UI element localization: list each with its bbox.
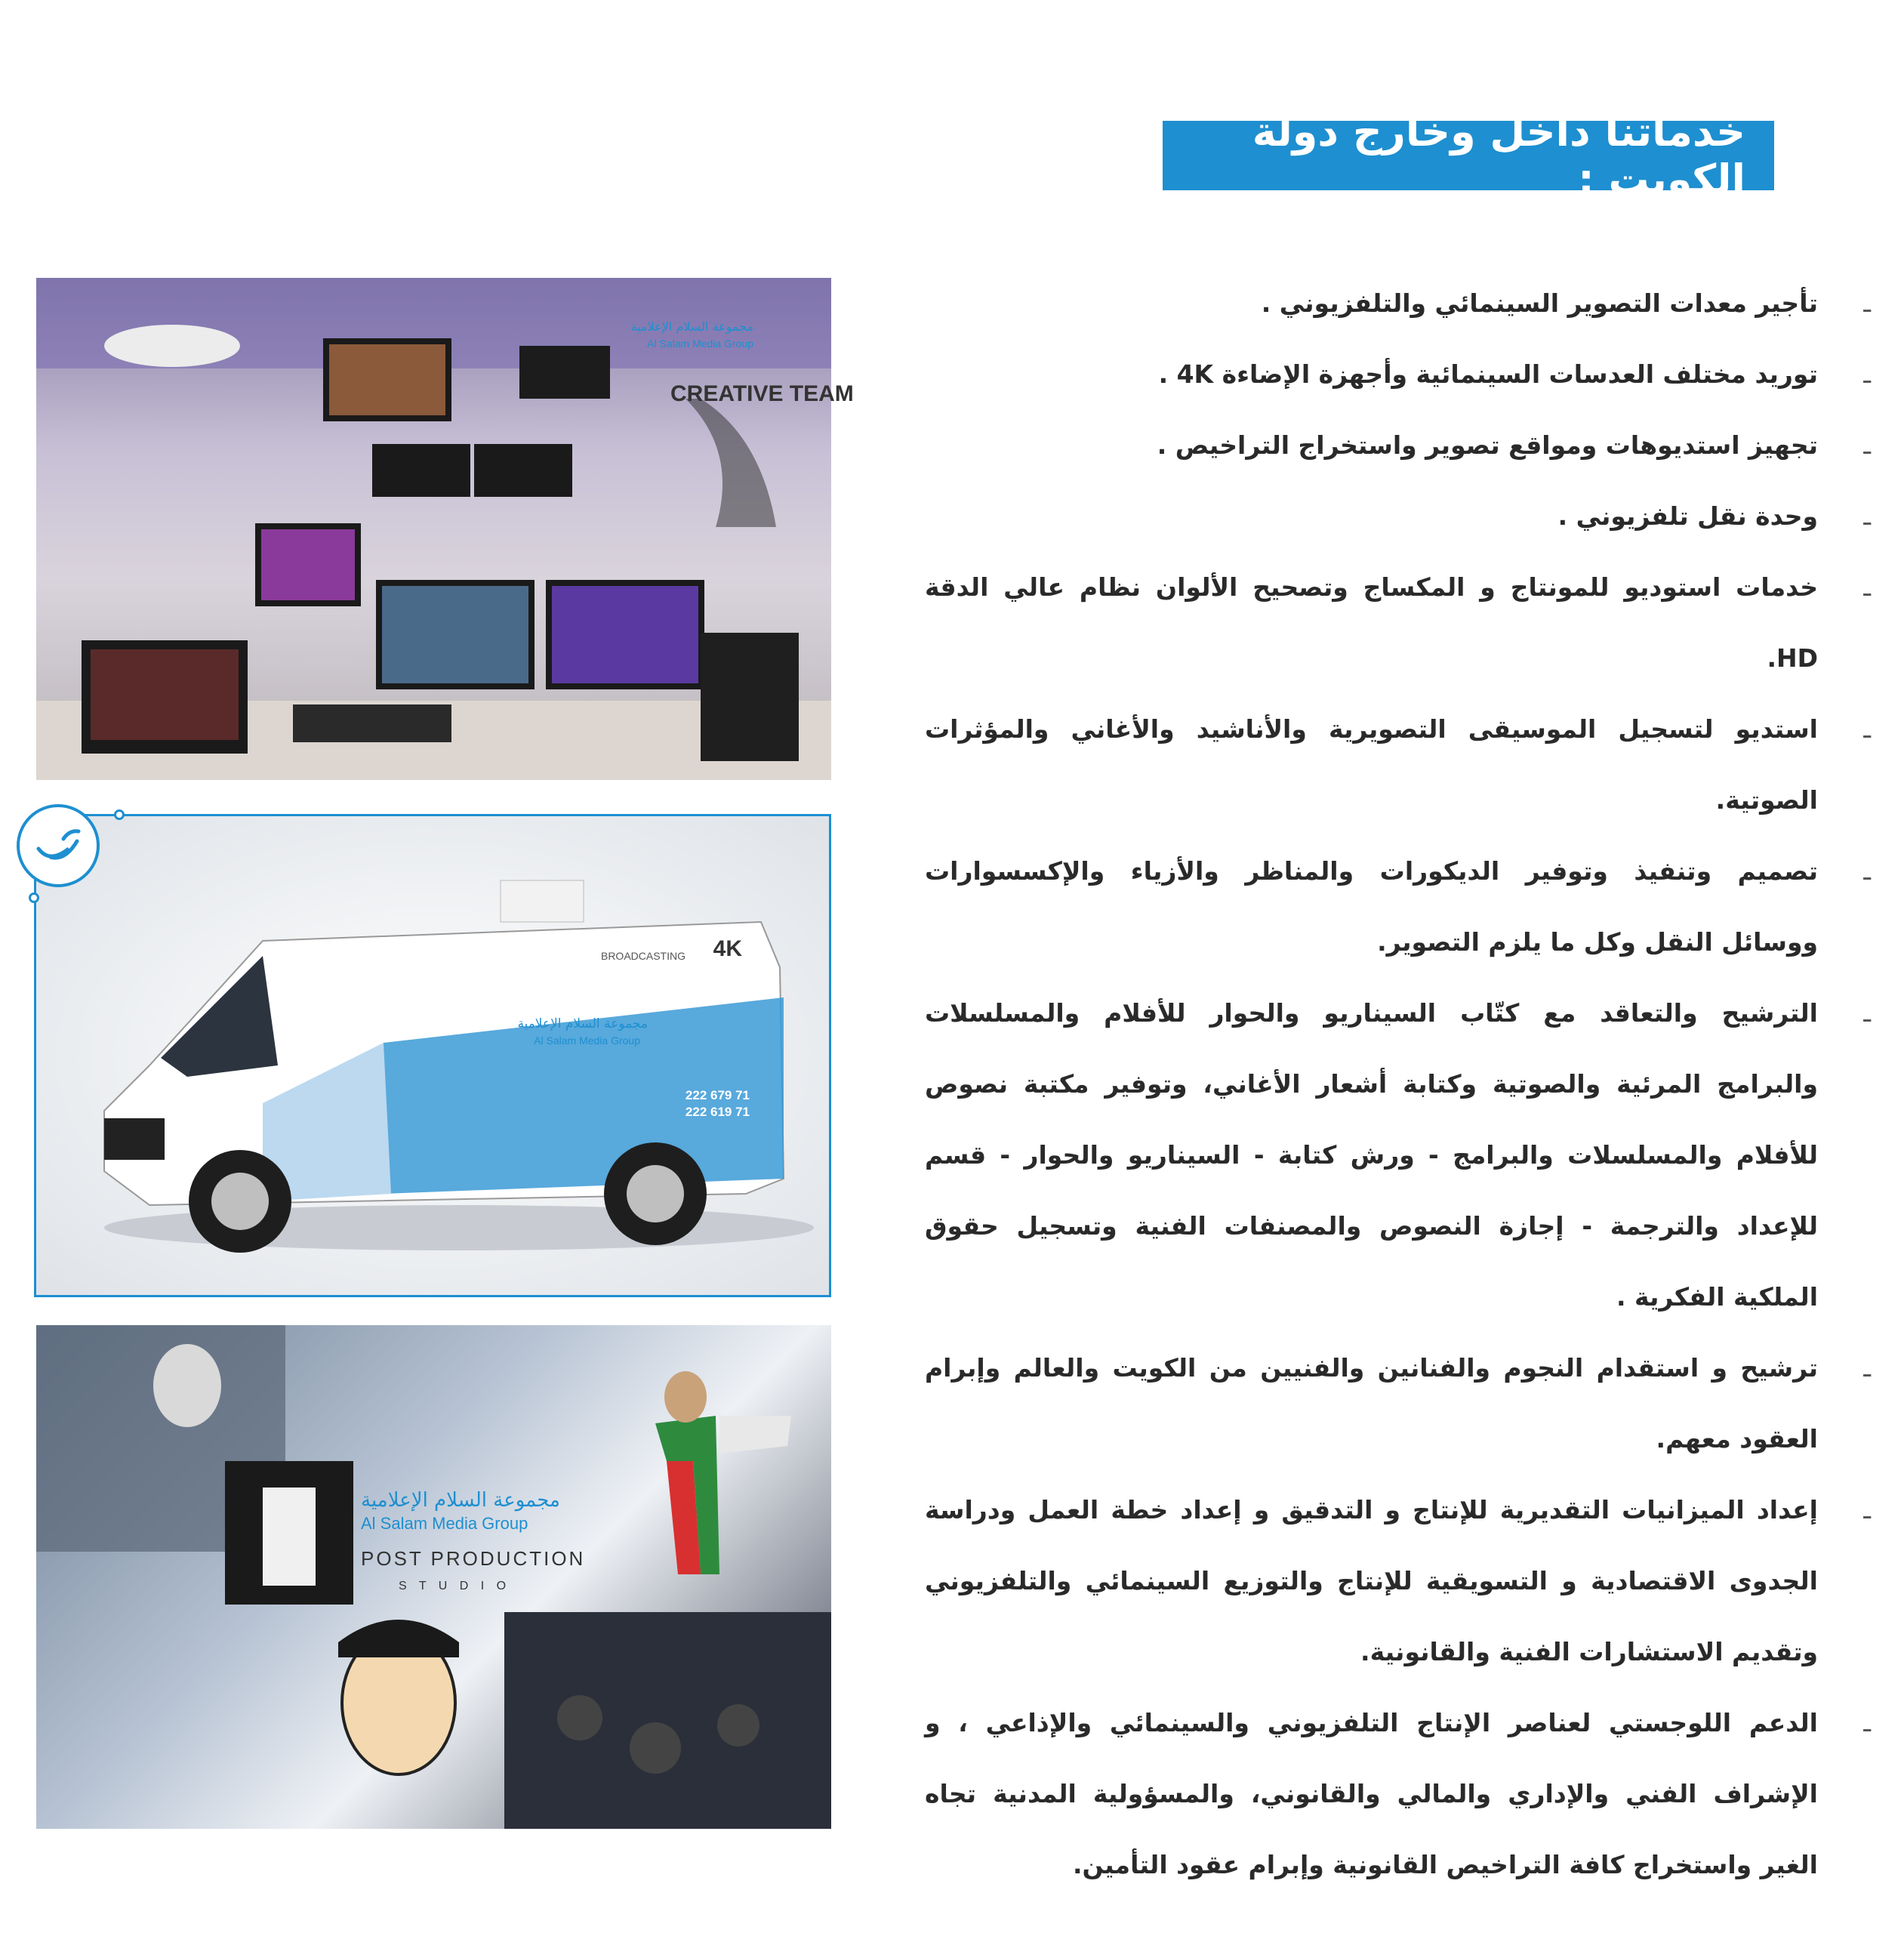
bullet-dash: ـ	[1863, 1708, 1871, 1737]
logo-english: Al Salam Media Group	[647, 338, 753, 350]
bullet-dash: ـ	[1863, 856, 1871, 886]
studio-photo	[36, 278, 854, 780]
van-phone-1: 222 679 71	[685, 1088, 750, 1102]
frame-connector-dot	[29, 893, 39, 903]
4k-badge: 4K	[713, 936, 742, 961]
list-item: ـ خدمات استوديو للمونتاج و المكساج وتصحيح الألوان نظام عالي الدقة HD.	[925, 552, 1865, 694]
studio-illustration	[36, 278, 854, 780]
broadcast-van-illustration	[36, 816, 829, 1295]
pp-logo-english: Al Salam Media Group	[361, 1514, 528, 1533]
van-phone-2: 222 619 71	[685, 1105, 750, 1119]
post-production-photo	[36, 1325, 831, 1829]
bullet-dash: ـ	[1863, 572, 1871, 602]
bird-logo-icon	[20, 807, 97, 884]
bullet-dash: ـ	[1863, 501, 1871, 531]
services-list	[925, 268, 1871, 1901]
van-logo-arabic: مجموعة السلام الإعلامية	[517, 1016, 648, 1031]
list-item: ـ الترشيح والتعاقد مع كتّاب السيناريو والحوار للأفلام والمسلسلات والبرامج المرئية والصوتية وكتابة أشعار الأغاني، وتوفير مكتبة نصوص للأفلام والمسلسلات والبرامج - ورش كتابة - السيناريو والحوار - قسم للإعداد والترجمة - إجازة النصوص والمصنفات الفنية وتسجيل حقوق الملكية الفكرية .	[925, 978, 1865, 1333]
bullet-dash: ـ	[1863, 1495, 1871, 1525]
van-photo-frame	[34, 814, 831, 1297]
logo-arabic: مجموعة السلام الإعلامية	[630, 319, 753, 334]
bullet-dash: ـ	[1863, 288, 1871, 318]
list-item: ـ ترشيح و استقدام النجوم والفنانين والفنيين من الكويت والعالم وإبرام العقود معهم.	[925, 1333, 1865, 1475]
van-logo-english: Al Salam Media Group	[534, 1034, 640, 1047]
post-production-collage	[36, 1325, 831, 1829]
list-item: ـ إعداد الميزانيات التقديرية للإنتاج و التدقيق و إعداد خطة العمل ودراسة الجدوى الاقتصادية و التسويقية للإنتاج والتوزيع السينمائي والتلفزيوني وتقديم الاستشارات الفنية والقانونية.	[925, 1475, 1865, 1688]
section-heading	[1163, 108, 1774, 203]
heading-text: خدماتنا داخل وخارج دولة الكويت :	[1252, 108, 1745, 203]
bullet-dash: ـ	[1863, 998, 1871, 1028]
bullet-dash: ـ	[1863, 1353, 1871, 1383]
bullet-dash: ـ	[1863, 359, 1871, 389]
list-item: ـ تأجير معدات التصوير السينمائي والتلفزيوني .	[925, 268, 1865, 339]
brand-logo-icon	[17, 804, 100, 887]
pp-logo-arabic: مجموعة السلام الإعلامية	[361, 1489, 560, 1512]
creative-team-sign: CREATIVE TEAM	[670, 381, 854, 406]
studio-subtitle: S T U D I O	[399, 1580, 511, 1592]
bullet-dash: ـ	[1863, 714, 1871, 744]
frame-connector-dot	[114, 809, 125, 820]
bullet-dash: ـ	[1863, 430, 1871, 460]
list-item: ـ تجهيز استديوهات ومواقع تصوير واستخراج التراخيص .	[925, 410, 1865, 481]
list-item: ـ الدعم اللوجستي لعناصر الإنتاج التلفزيوني والسينمائي والإذاعي ، و الإشراف الفني والإداري والمالي والقانوني، والمسؤولية المدنية تجاه الغير واستخراج كافة التراخيص القانونية وإبرام عقود التأمين.	[925, 1688, 1865, 1901]
list-item: ـ استديو لتسجيل الموسيقى التصويرية والأناشيد والأغاني والمؤثرات الصوتية.	[925, 694, 1865, 836]
list-item: ـ توريد مختلف العدسات السينمائية وأجهزة الإضاءة 4K .	[925, 339, 1865, 410]
broadcasting-label: BROADCASTING	[600, 950, 686, 962]
list-item: ـ وحدة نقل تلفزيوني .	[925, 481, 1865, 552]
list-item: ـ تصميم وتنفيذ وتوفير الديكورات والمناظر والأزياء والإكسسوارات ووسائل النقل وكل ما يلزم التصوير.	[925, 836, 1865, 978]
post-production-title: POST PRODUCTION	[361, 1547, 586, 1570]
